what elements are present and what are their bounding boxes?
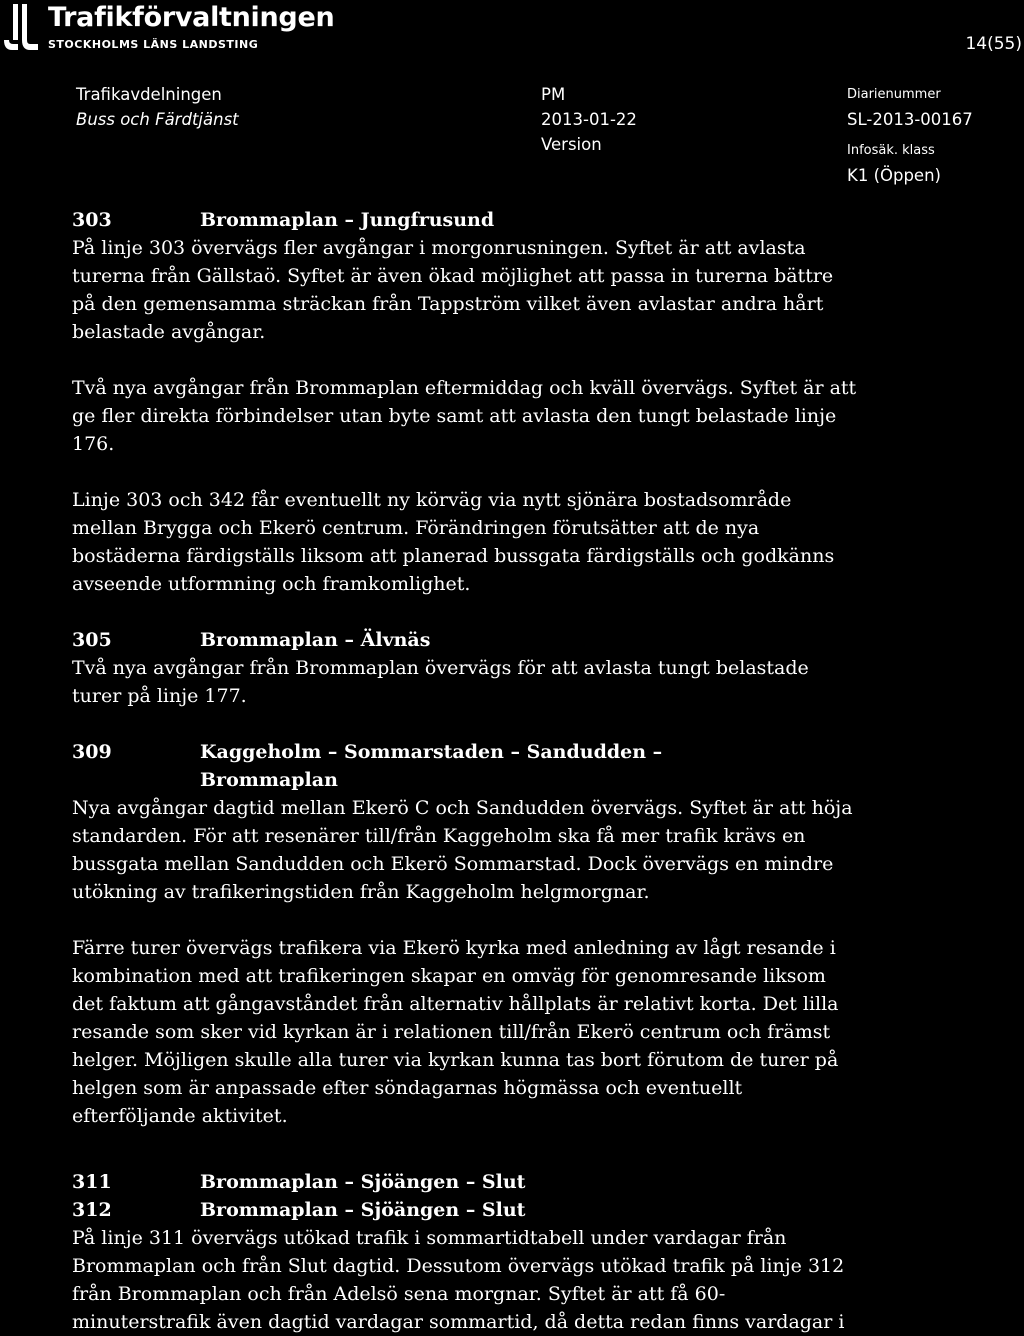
page-number: 14(55) xyxy=(965,34,1022,54)
paragraph: Nya avgångar dagtid mellan Ekerö C och Sandudden övervägs. Syftet är att höja standarden. För att resenärer till/från Kaggeholm ska få mer trafik krävs en bussgata mellan Sandudden och Ekerö Sommarstad. Dock övervägs en mindre utökning av trafikeringstiden från Kaggeholm helgmorgnar. xyxy=(72,797,853,903)
registry-label: Diarienummer xyxy=(847,87,941,102)
registry-number: SL-2013-00167 xyxy=(847,110,973,129)
route-title: Brommaplan – Älvnäs xyxy=(200,629,431,651)
section-303 xyxy=(72,206,862,598)
classification-label: Infosäk. klass xyxy=(847,143,935,158)
line-number: 305 xyxy=(72,629,112,651)
route-title: Brommaplan – Sjöängen – Slut xyxy=(200,1199,526,1221)
line-number: 303 xyxy=(72,209,112,231)
section-heading xyxy=(72,1168,862,1196)
classification-value: K1 (Öppen) xyxy=(847,166,941,185)
department-block xyxy=(76,82,239,132)
document-date: 2013-01-22 xyxy=(541,110,637,129)
route-title: Kaggeholm – Sommarstaden – Sandudden – Brommaplan xyxy=(200,741,663,791)
paragraph: På linje 303 övervägs fler avgångar i morgonrusningen. Syftet är att avlasta turerna från Gällstaö. Syftet är även ökad möjlighet att passa in turerna bättre på den gemensamma sträckan från Tappström vilket även avlastar andra hårt belastade avgångar. xyxy=(72,237,834,343)
organization-subtitle: STOCKHOLMS LÄNS LANDSTING xyxy=(48,38,259,51)
route-title: Brommaplan – Jungfrusund xyxy=(200,209,495,231)
section-309 xyxy=(72,738,862,1130)
sl-logo-icon xyxy=(4,4,38,52)
unit-name: Buss och Färdtjänst xyxy=(76,110,239,129)
section-heading xyxy=(72,206,862,234)
paragraph: Färre turer övervägs trafikera via Ekerö kyrka med anledning av lågt resande i kombination med att trafikeringen skapar en omväg för genomresande liksom det faktum att gångavståndet från alternativ hållplats är relativt korta. Det lilla resande som sker vid kyrkan är i relationen till/från Ekerö centrum och främst helger. Möjligen skulle alla turer via kyrkan kunna tas bort förutom de turer på helgen som är anpassade efter söndagarnas högmässa och eventuellt efterföljande aktivitet. xyxy=(72,937,839,1127)
line-number: 312 xyxy=(72,1199,112,1221)
document-type-block xyxy=(541,82,637,157)
line-number: 309 xyxy=(72,741,112,763)
section-heading xyxy=(72,1196,862,1224)
section-305 xyxy=(72,626,862,710)
section-heading xyxy=(72,626,862,654)
paragraph: Två nya avgångar från Brommaplan övervägs för att avlasta tungt belastade turer på linje 177. xyxy=(72,657,809,707)
paragraph: På linje 311 övervägs utökad trafik i sommartidtabell under vardagar från Brommaplan och från Slut dagtid. Dessutom övervägs utökad trafik på linje 312 från Brommaplan och från Adelsö sena morgnar. Syftet är att få 60-minuterstrafik även dagtid vardagar sommartid, då detta redan finns vardagar i xyxy=(72,1227,845,1333)
document-version: Version xyxy=(541,135,602,154)
section-311 xyxy=(72,1168,862,1196)
department-name: Trafikavdelningen xyxy=(76,85,222,104)
document-type: PM xyxy=(541,85,566,104)
section-heading xyxy=(72,738,862,794)
paragraph: Linje 303 och 342 får eventuellt ny körväg via nytt sjönära bostadsområde mellan Brygga och Ekerö centrum. Förändringen förutsätter att de nya bostäderna färdigställs liksom att planerad bussgata färdigställs och godkänns avseende utformning och framkomlighet. xyxy=(72,489,835,595)
route-title: Brommaplan – Sjöängen – Slut xyxy=(200,1171,526,1193)
organization-name: Trafikförvaltningen xyxy=(48,2,335,33)
registry-block xyxy=(847,82,973,188)
line-number: 311 xyxy=(72,1171,112,1193)
section-312 xyxy=(72,1196,862,1336)
paragraph: Två nya avgångar från Brommaplan eftermiddag och kväll övervägs. Syftet är att ge fler direkta förbindelser utan byte samt att avlasta den tungt belastade linje 176. xyxy=(72,377,857,455)
document-body xyxy=(72,206,862,1336)
